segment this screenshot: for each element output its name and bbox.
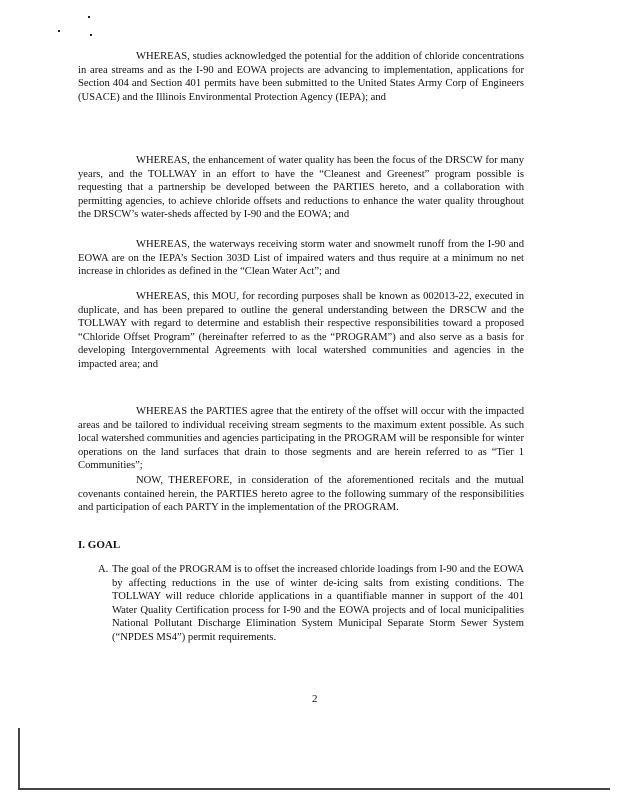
- list-item-text: The goal of the PROGRAM is to offset the increased chloride loadings from I-90 and the EOWA by affecting reductions in the use of winter de-icing salts from existing conditions. The TOLLWAY will reduce chloride applications in a quantifiable manner in support of the 401 Water Quality Certification process for I-90 and the EOWA projects and of local municipalities National Pollutant Discharge Elimination System Municipal Separate Storm Sewer System (“NPDES MS4”) permit requirements.: [112, 564, 524, 643]
- scan-speck: [88, 16, 90, 18]
- list-marker: A.: [98, 564, 109, 575]
- therefore-paragraph: NOW, THEREFORE, in consideration of the aforementioned recitals and the mutual covenants contained herein, the PARTIES hereto agree to the following summary of the responsibilities and participation of each PARTY in the implementation of the PROGRAM.: [78, 475, 524, 514]
- whereas-paragraph-5: WHEREAS the PARTIES agree that the entirety of the offset will occur with the impacted areas and be tailored to individual receiving stream segments to the maximum extent possible. As such local watershed communities and agencies participating in the PROGRAM will be responsible for winter operations on the land surfaces that drain to those segments and are herein referred to as “Tier 1 Communities”;: [78, 406, 524, 472]
- scan-border-bottom: [18, 788, 610, 790]
- whereas-paragraph-2: WHEREAS, the enhancement of water quality has been the focus of the DRSCW for many years, and the TOLLWAY in an effort to have the “Cleanest and Greenest” program possible is requesting that a partnership be developed between the PARTIES hereto, and a collaboration with permitting agencies, to achieve chloride offsets and reductions to enhance the water quality throughout the DRSCW’s water-sheds affected by I-90 and the EOWA; and: [78, 155, 524, 221]
- scan-speck: [58, 30, 60, 32]
- page-number: 2: [312, 693, 318, 705]
- scan-speck: [90, 34, 92, 36]
- section-heading-goal: I. GOAL: [78, 539, 121, 551]
- whereas-paragraph-4: WHEREAS, this MOU, for recording purposes shall be known as 002013-22, executed in duplicate, and has been prepared to outline the general understanding between the DRSCW and the TOLLWAY with regard to determine and establish their respective responsibilities toward a proposed “Chloride Offset Program” (hereinafter referred to as the “PROGRAM”) and also serve as a basis for developing Intergovernmental Agreements with local watershed communities and agencies in the impacted area; and: [78, 291, 524, 370]
- whereas-paragraph-3: WHEREAS, the waterways receiving storm water and snowmelt runoff from the I-90 and EOWA are on the IEPA’s Section 303D List of impaired waters and thus require at a minimum no net increase in chlorides as defined in the “Clean Water Act”; and: [78, 239, 524, 278]
- goal-item-a: [98, 563, 524, 645]
- whereas-paragraph-1: WHEREAS, studies acknowledged the potential for the addition of chloride concentrations in area streams and as the I-90 and EOWA projects are advancing to implementation, applications for Section 404 and Section 401 permits have been submitted to the United States Army Corp of Engineers (USACE) and the Illinois Environmental Protection Agency (IEPA); and: [78, 51, 524, 103]
- scan-border-left: [18, 728, 20, 788]
